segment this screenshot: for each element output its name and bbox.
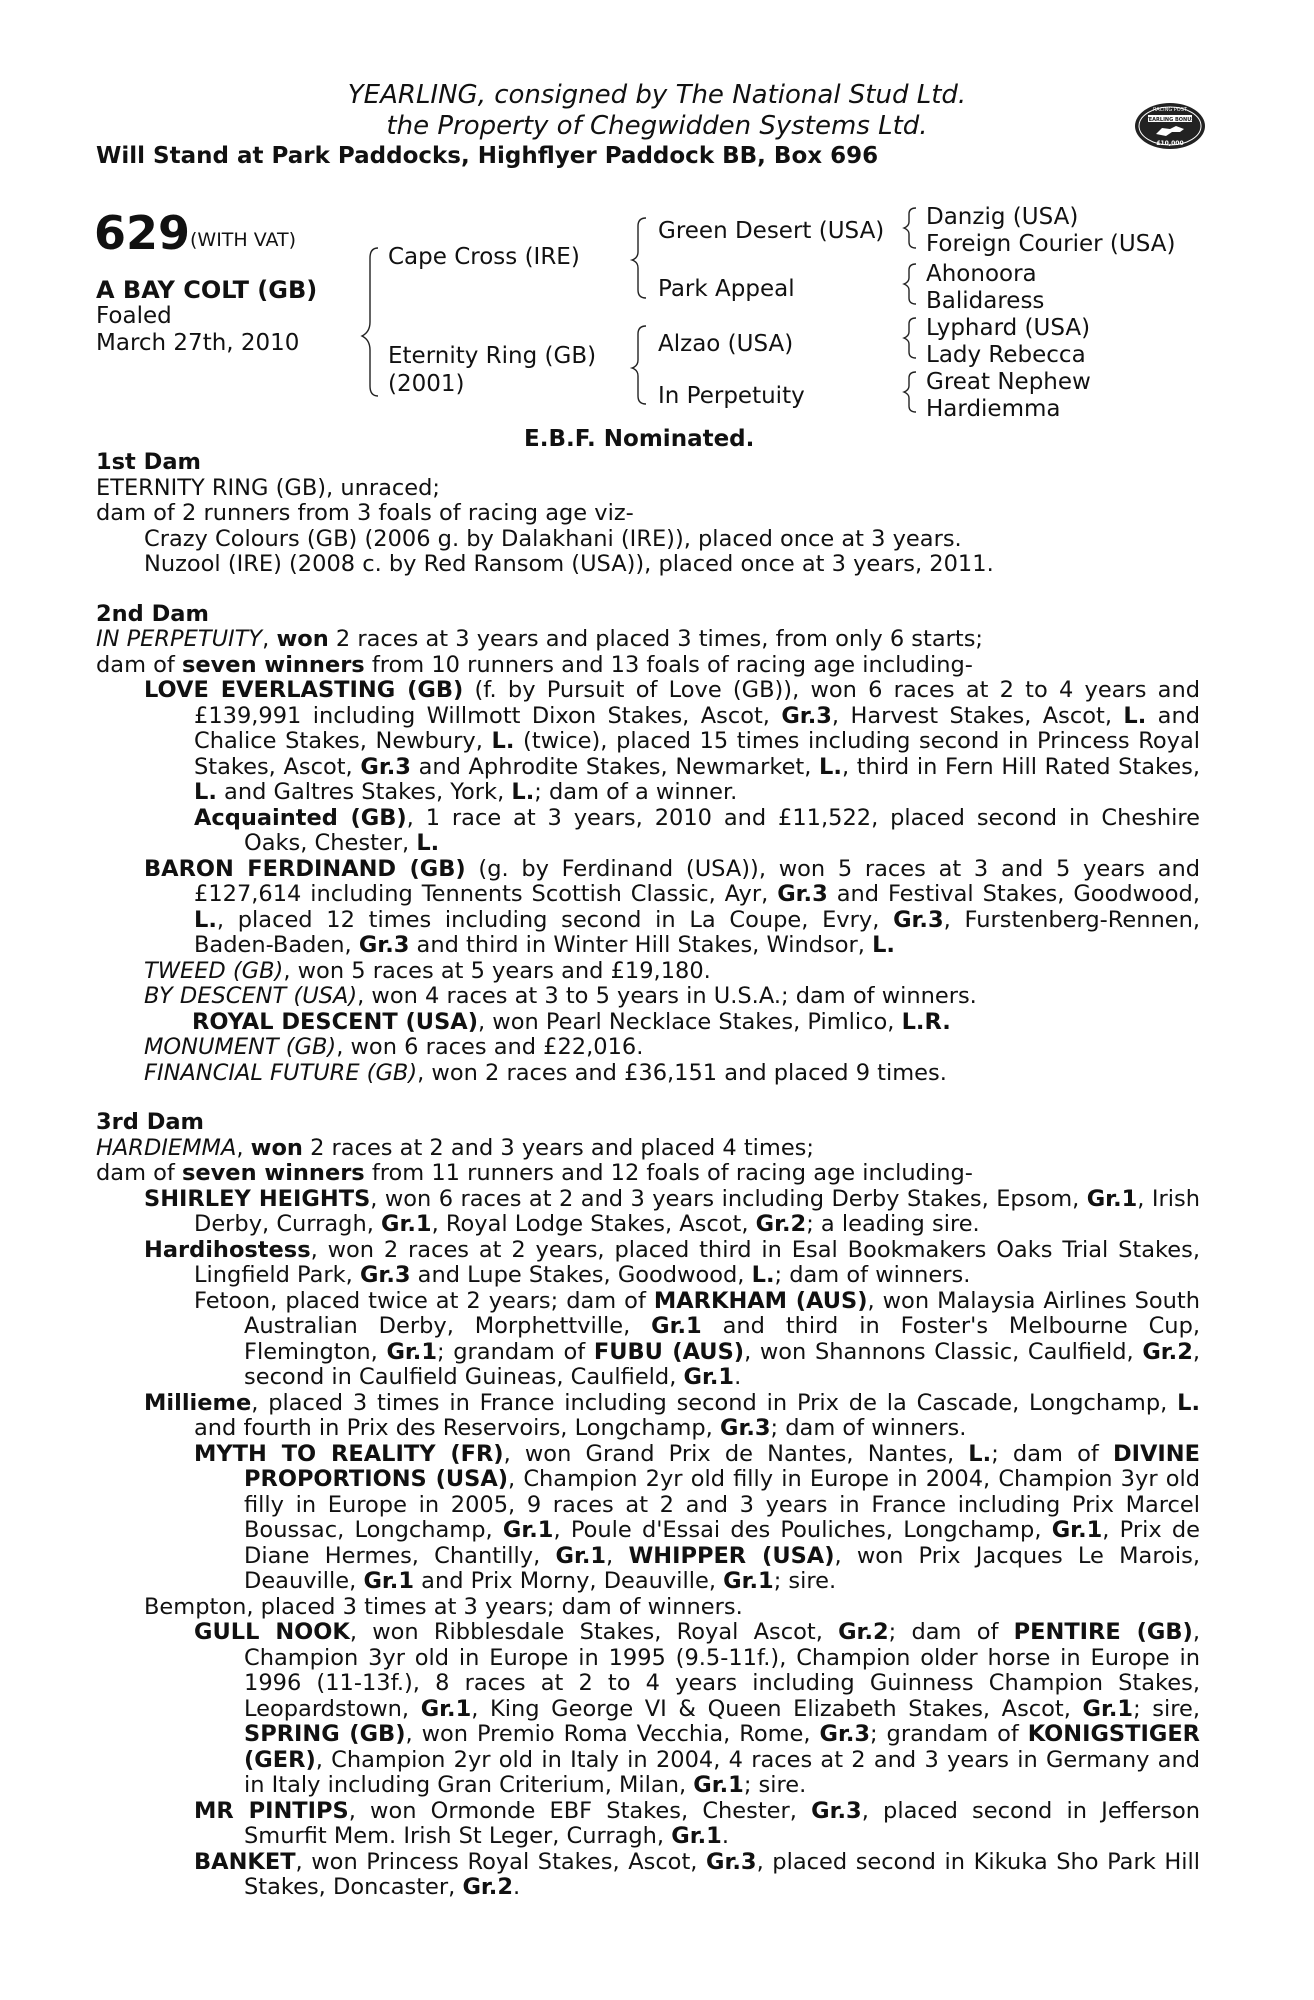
pedigree-ggs-2: Ahonoora (926, 261, 1037, 287)
pedigree-grandsire-2: Alzao (USA) (658, 331, 794, 357)
first-dam-line: ETERNITY RING (GB), unraced; (96, 474, 440, 501)
catalogue-body (96, 450, 1200, 1901)
pedigree-ggd-1: Foreign Courier (USA) (926, 231, 1176, 257)
header-line-stand: Will Stand at Park Paddocks, Highflyer Paddock BB, Box 696 (96, 143, 879, 169)
pedigree-sire: Cape Cross (IRE) (388, 244, 580, 270)
pedigree-ggs-4: Great Nephew (926, 369, 1091, 395)
pedigree-granddam-2: In Perpetuity (658, 383, 805, 409)
svg-text:RACING POST: RACING POST (1153, 107, 1187, 113)
entry-tweed: TWEED (GB), won 5 races at 5 years and £19,180. (144, 957, 711, 984)
pedigree-granddam-1: Park Appeal (658, 276, 795, 302)
pedigree-ggs-1: Danzig (USA) (926, 204, 1079, 230)
third-dam-heading: 3rd Dam (96, 1109, 204, 1135)
entry-millieme: Millieme, placed 3 times in France including second in Prix de la Cascade, Longchamp, L. and fourth in Prix des Reservoirs, Longchamp, Gr.3; dam of winners. (144, 1389, 1200, 1441)
second-dam-line: IN PERPETUITY, won 2 races at 3 years and placed 3 times, from only 6 starts; (96, 626, 984, 652)
entry-love-everlasting: LOVE EVERLASTING (GB) (f. by Pursuit of Love (GB)), won 6 races at 2 to 4 years and £139,991 including Willmott Dixon Stakes, Ascot, Gr.3, Harvest Stakes, Ascot, L. and Chalice Stakes, Newbury, L. (twice), placed 15 times including second in Princess Royal Stakes, Ascot, Gr.3 and Aphrodite Stakes, Newmarket, L., third in Fern Hill Rated Stakes, L. and Galtres Stakes, York, L.; dam of a winner. (144, 677, 1200, 805)
foaled-date: March 27th, 2010 (96, 330, 300, 356)
entry-by-descent: BY DESCENT (USA), won 4 races at 3 to 5 years in U.S.A.; dam of winners. (144, 983, 977, 1009)
entry-royal-descent: ROYAL DESCENT (USA), won Pearl Necklace Stakes, Pimlico, L.R. (192, 1008, 951, 1035)
entry-financial-future: FINANCIAL FUTURE (GB), won 2 races and £36,151 and placed 9 times. (144, 1059, 947, 1086)
ebf-nominated: E.B.F. Nominated. (524, 426, 755, 452)
header-line-consignor: YEARLING, consigned by The National Stud Ltd. (347, 80, 967, 110)
entry-fetoon: Fetoon, placed twice at 2 years; dam of MARKHAM (AUS), won Malaysia Airlines South Australian Derby, Morphettville, Gr.1 and third in Foster's Melbourne Cup, Flemington, Gr.1; grandam of FUBU (AUS), won Shannons Classic, Caulfield, Gr.2, second in Caulfield Guineas, Caulfield, Gr.1. (194, 1287, 1201, 1390)
entry-baron-ferdinand: BARON FERDINAND (GB) (g. by Ferdinand (USA)), won 5 races at 3 and 5 years and £127,614 including Tennents Scottish Classic, Ayr, Gr.3 and Festival Stakes, Goodwood, L., placed 12 times including second in La Coupe, Evry, Gr.3, Furstenberg-Rennen, Baden-Baden, Gr.3 and third in Winter Hill Stakes, Windsor, L. (144, 855, 1201, 958)
pedigree-grandsire-1: Green Desert (USA) (658, 218, 885, 244)
entry-gull-nook: GULL NOOK, won Ribblesdale Stakes, Royal Ascot, Gr.2; dam of PENTIRE (GB), Champion 3yr old in Europe in 1995 (9.5-11f.), Champion older horse in Europe in 1996 (11-13f.), 8 races at 2 to 4 years including Guinness Champion Stakes, Leopardstown, Gr.1, King George VI & Queen Elizabeth Stakes, Ascot, Gr.1; sire, SPRING (GB), won Premio Roma Vecchia, Rome, Gr.3; grandam of KONIGSTIGER (GER), Champion 2yr old in Italy in 2004, 4 races at 2 and 3 years in Germany and in Italy including Gran Criterium, Milan, Gr.1; sire. (194, 1619, 1201, 1798)
lot-number: 629 (94, 206, 191, 260)
first-dam-heading: 1st Dam (96, 449, 201, 475)
pedigree-dam-year: (2001) (388, 371, 465, 397)
pedigree-ggd-3: Lady Rebecca (926, 342, 1086, 368)
second-dam-produce-line: dam of seven winners from 10 runners and 13 foals of racing age including- (96, 651, 973, 678)
first-dam-foal-1: Crazy Colours (GB) (2006 g. by Dalakhani (IRE)), placed once at 3 years. (144, 525, 962, 552)
entry-hardihostess: Hardihostess, won 2 races at 2 years, placed third in Esal Bookmakers Oaks Trial Stakes, Lingfield Park, Gr.3 and Lupe Stakes, Goodwood, L.; dam of winners. (144, 1236, 1200, 1288)
svg-text:YEARLING BONUS: YEARLING BONUS (1145, 117, 1195, 123)
entry-mr-pintips: MR PINTIPS, won Ormonde EBF Stakes, Chester, Gr.3, placed second in Jefferson Smurfit Mem. Irish St Leger, Curragh, Gr.1. (194, 1797, 1201, 1849)
entry-banket: BANKET, won Princess Royal Stakes, Ascot, Gr.3, placed second in Kikuka Sho Park Hill Stakes, Doncaster, Gr.2. (194, 1848, 1200, 1900)
entry-monument: MONUMENT (GB), won 6 races and £22,016. (144, 1034, 644, 1060)
third-dam-produce-line: dam of seven winners from 11 runners and 12 foals of racing age including- (96, 1160, 973, 1186)
pedigree-dam: Eternity Ring (GB) (388, 343, 597, 369)
entry-myth-to-reality: MYTH TO REALITY (FR), won Grand Prix de Nantes, Nantes, L.; dam of DIVINE PROPORTIONS (USA), Champion 2yr old filly in Europe in 2004, Champion 3yr old filly in Europe in 2005, 9 races at 2 and 3 years in France including Prix Marcel Boussac, Longchamp, Gr.1, Poule d'Essai des Pouliches, Longchamp, Gr.1, Prix de Diane Hermes, Chantilly, Gr.1, WHIPPER (USA), won Prix Jacques Le Marois, Deauville, Gr.1 and Prix Morny, Deauville, Gr.1; sire. (194, 1440, 1200, 1594)
entry-bempton: Bempton, placed 3 times at 3 years; dam of winners. (144, 1593, 743, 1620)
lot-title: A BAY COLT (GB) (96, 276, 318, 304)
pedigree-ggd-4: Hardiemma (926, 396, 1061, 422)
header-line-property: the Property of Chegwidden Systems Ltd. (386, 111, 928, 141)
pedigree-ggd-2: Balidaress (926, 288, 1045, 314)
first-dam-foal-2: Nuzool (IRE) (2008 c. by Red Ransom (USA)), placed once at 3 years, 2011. (144, 551, 994, 577)
vat-note: (WITH VAT) (190, 229, 297, 251)
third-dam-line: HARDIEMMA, won 2 races at 2 and 3 years and placed 4 times; (96, 1134, 814, 1161)
svg-text:£10,000: £10,000 (1156, 140, 1184, 147)
first-dam-produce-line: dam of 2 runners from 3 foals of racing age viz- (96, 500, 634, 526)
entry-acquainted: Acquainted (GB), 1 race at 3 years, 2010 and £11,522, placed second in Cheshire Oaks, Chester, L. (194, 804, 1201, 856)
pedigree-ggs-3: Lyphard (USA) (926, 315, 1091, 341)
foaled-label: Foaled (96, 303, 172, 329)
second-dam-heading: 2nd Dam (96, 600, 209, 627)
entry-shirley-heights: SHIRLEY HEIGHTS, won 6 races at 2 and 3 years including Derby Stakes, Epsom, Gr.1, Irish Derby, Curragh, Gr.1, Royal Lodge Stakes, Ascot, Gr.2; a leading sire. (144, 1185, 1200, 1237)
